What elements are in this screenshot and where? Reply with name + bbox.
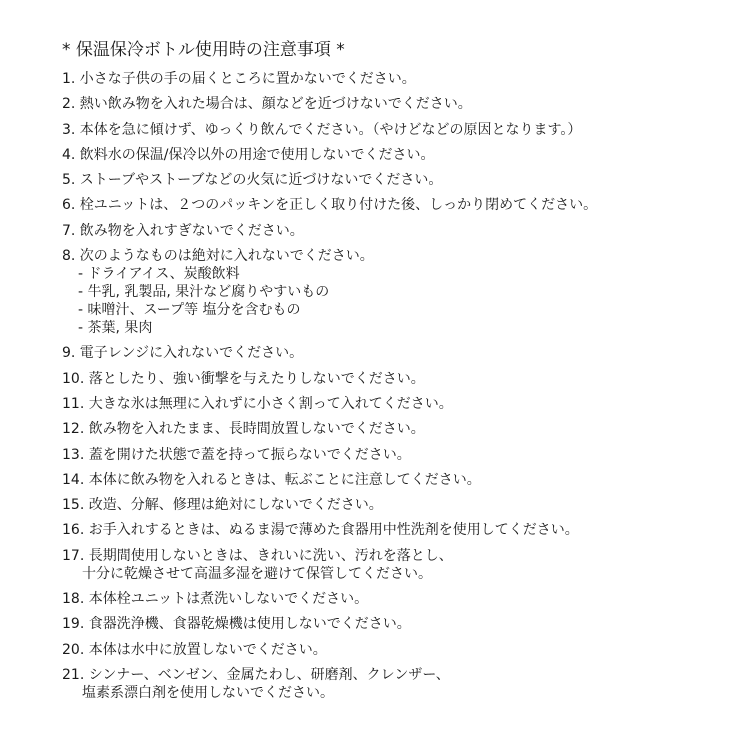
list-item	[62, 121, 722, 139]
item-text: 10. 落としたり、強い衝撃を与えたりしないでください。	[62, 370, 425, 387]
list-item	[62, 222, 722, 240]
list-item	[62, 344, 722, 362]
sub-item: - 味噌汁、スープ等 塩分を含むもの	[78, 302, 301, 319]
item-text: 15. 改造、分解、修理は絶対にしないでください。	[62, 497, 383, 514]
item-text: 17. 長期間使用しないときは、きれいに洗い、汚れを落とし、	[62, 547, 453, 564]
list-item	[62, 615, 722, 633]
list-item	[62, 247, 722, 337]
list-item	[62, 420, 722, 438]
list-item	[62, 521, 722, 539]
sub-item: - 茶葉, 果肉	[78, 320, 153, 337]
item-text: 20. 本体は水中に放置しないでください。	[62, 641, 327, 658]
item-text: 7. 飲み物を入れすぎないでください。	[62, 222, 304, 239]
item-text: 4. 飲料水の保温/保冷以外の用途で使用しないでください。	[62, 146, 435, 163]
item-text: 13. 蓋を開けた状態で蓋を持って振らないでください。	[62, 446, 411, 463]
list-item	[62, 171, 722, 189]
item-text: 18. 本体栓ユニットは煮洗いしないでください。	[62, 591, 369, 608]
list-item	[62, 196, 722, 214]
list-item	[62, 547, 722, 583]
list-item	[62, 446, 722, 464]
item-text: 11. 大きな氷は無理に入れずに小さく割って入れてください。	[62, 395, 453, 412]
item-text: 14. 本体に飲み物を入れるときは、転ぶことに注意してください。	[62, 471, 481, 488]
item-text: 19. 食器洗浄機、食器乾燥機は使用しないでください。	[62, 616, 411, 633]
sub-item: - ドライアイス、炭酸飲料	[78, 266, 240, 283]
list-item	[62, 395, 722, 413]
list-item	[62, 666, 722, 702]
item-text: 12. 飲み物を入れたまま、長時間放置しないでください。	[62, 421, 425, 438]
list-item	[62, 146, 722, 164]
document	[62, 38, 722, 709]
list-item	[62, 370, 722, 388]
item-continuation: 塩素系漂白剤を使用しないでください。	[82, 684, 334, 701]
item-text: 8. 次のようなものは絶対に入れないでください。	[62, 248, 374, 265]
item-text: 2. 熱い飲み物を入れた場合は、顔などを近づけないでください。	[62, 96, 472, 113]
item-text: 6. 栓ユニットは、２つのパッキンを正しく取り付けた後、しっかり閉めてください。	[62, 197, 598, 214]
item-continuation: 十分に乾燥させて高温多湿を避けて保管してください。	[82, 565, 432, 582]
item-text: 5. ストーブやストーブなどの火気に近づけないでください。	[62, 172, 443, 189]
item-text: 1. 小さな子供の手の届くところに置かないでください。	[62, 71, 416, 87]
item-text: 9. 電子レンジに入れないでください。	[62, 345, 304, 362]
document-title: * 保温保冷ボトル使用時の注意事項 *	[62, 40, 345, 60]
list-item	[62, 95, 722, 113]
list-item	[62, 496, 722, 514]
list-item	[62, 70, 722, 88]
sub-item: - 牛乳, 乳製品, 果汁など腐りやすいもの	[78, 284, 330, 301]
list-item	[62, 641, 722, 659]
precautions-list	[62, 70, 722, 702]
item-text: 3. 本体を急に傾けず、ゆっくり飲んでください。（やけどなどの原因となります。）	[62, 121, 582, 138]
item-text: 16. お手入れするときは、ぬるま湯で薄めた食器用中性洗剤を使用してください。	[62, 522, 579, 539]
list-item	[62, 590, 722, 608]
list-item	[62, 471, 722, 489]
item-text: 21. シンナー、ベンゼン、金属たわし、研磨剤、クレンザー、	[62, 666, 450, 683]
